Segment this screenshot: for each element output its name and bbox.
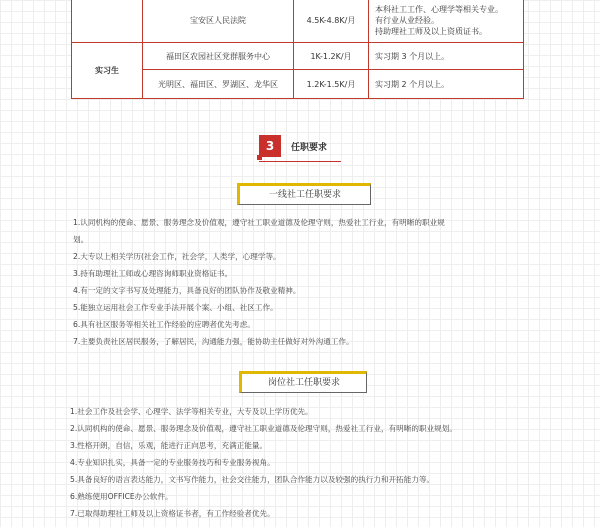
list-item: 7.已取得助理社工师及以上资格证书者，有工作经验者优先。 [70, 509, 275, 518]
list-item: 7.主要负责社区居民服务，了解居民，沟通能力强，能协助主任做好对外沟通工作。 [73, 337, 354, 346]
frontline-heading: 一线社工任职要求 [237, 183, 371, 205]
table-cell-place: 宝安区人民法院 [143, 0, 294, 43]
section-title: 任职要求 [291, 143, 328, 153]
frontline-requirements-list [73, 214, 445, 350]
list-item: 4.专业知识扎实，具备一定的专业服务技巧和专业服务视角。 [70, 458, 275, 467]
table-cell-place: 福田区农园社区党群服务中心 [143, 43, 294, 70]
list-item: 4.有一定的文字书写及处理能力，具备良好的团队协作及敬业精神。 [73, 286, 301, 295]
table-cell-requirements: 实习期 2 个月以上。 [369, 70, 524, 99]
requirement-line: 有行业从业经验。 [375, 16, 439, 25]
list-item: 6.熟练使用OFFICE办公软件。 [70, 492, 173, 501]
list-item: 1.认同机构的使命、愿景、服务理念及价值观，遵守社工职业道德及伦理守则，热爱社工行业，有明晰的职业规 [73, 218, 445, 227]
requirement-line: 本科社工工作、心理学等相关专业。 [375, 5, 503, 14]
section-number-badge: 3 [259, 135, 281, 157]
list-item: 2.认同机构的使命、愿景、服务理念及价值观，遵守社工职业道德及伦理守则，热爱社工行业，有明晰的职业规划。 [70, 424, 457, 433]
section-underline [259, 161, 341, 162]
table-cell-role: 实习生 [72, 43, 143, 99]
table-cell-salary: 1.2K-1.5K/月 [294, 70, 369, 99]
list-item: 3.性格开朗，自信，乐观，能进行正向思考，充满正能量。 [70, 441, 268, 450]
list-item: 5.能独立运用社会工作专业手法开展个案、小组、社区工作。 [73, 303, 278, 312]
post-requirements-list [70, 403, 457, 522]
table-cell-place: 光明区、福田区、罗湖区、龙华区 [143, 70, 294, 99]
table-cell-requirements: 实习期 3 个月以上。 [369, 43, 524, 70]
positions-table [71, 0, 524, 99]
post-heading: 岗位社工任职要求 [239, 371, 367, 393]
table-cell-salary: 4.5K-4.8K/月 [294, 0, 369, 43]
table-row [72, 43, 524, 70]
table-cell-requirements [369, 0, 524, 43]
requirement-line: 持助理社工师及以上资质证书。 [375, 27, 487, 36]
list-item: 5.具备良好的语言表达能力，文书写作能力，社会交往能力，团队合作能力以及较强的执行力和开拓能力等。 [70, 475, 435, 484]
list-item: 1.社会工作及社会学、心理学、法学等相关专业，大专及以上学历优先。 [70, 407, 313, 416]
list-item: 3.持有助理社工师或心理咨询师职业资格证书。 [73, 269, 233, 278]
list-item: 6.具有社区服务等相关社工作经验的应聘者优先考虑。 [73, 320, 255, 329]
table-row [72, 0, 524, 43]
list-item: 划。 [73, 235, 89, 244]
list-item: 2.大专以上相关学历(社会工作，社会学，人类学，心理学等。 [73, 252, 281, 261]
table-cell-empty [72, 0, 143, 43]
table-cell-salary: 1K-1.2K/月 [294, 43, 369, 70]
